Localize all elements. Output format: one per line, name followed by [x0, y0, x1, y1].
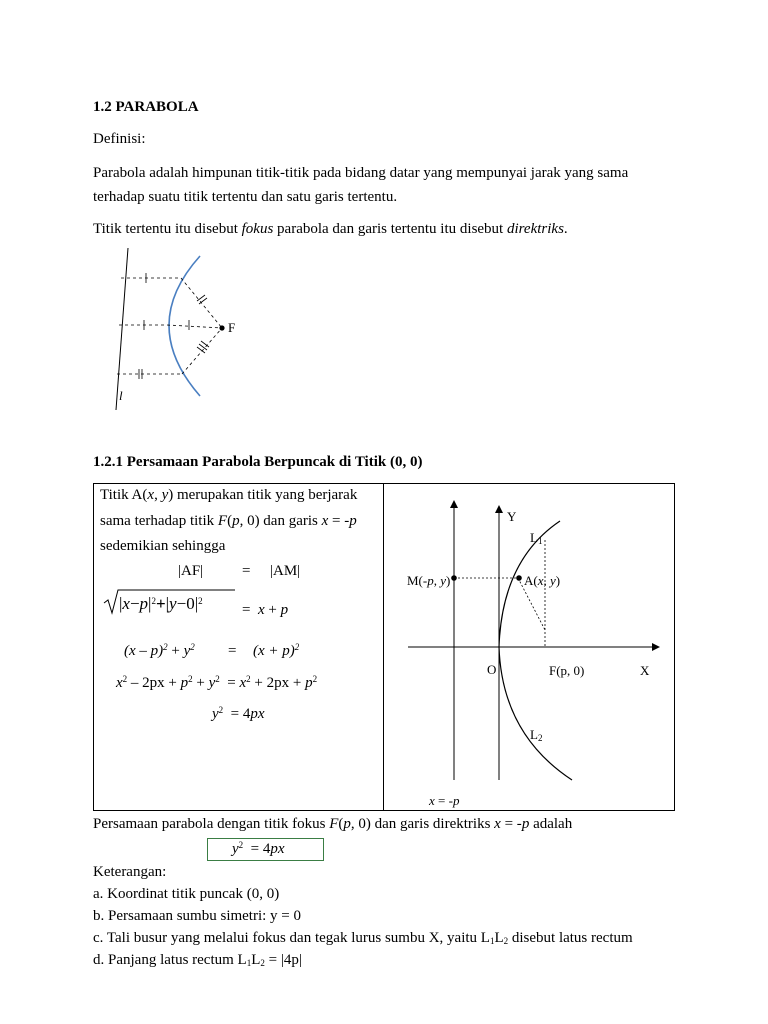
- origin-label: O: [487, 662, 497, 677]
- conclusion-sentence: Persamaan parabola dengan titik fokus F(p, 0) dan garis direktriks x = -p adalah: [93, 816, 573, 832]
- eq-equals-1: =: [242, 563, 251, 579]
- box-text-line-3: sedemikian sehingga: [100, 538, 226, 554]
- answer-equation: $y^2 = 4px$: [232, 840, 285, 857]
- eq-line-a: $(x - p)^2 + y^2$: [124, 642, 195, 659]
- eq-line-c: $y^2 = 4px$: [212, 705, 265, 722]
- point-a-label: A(x, y): [524, 573, 561, 588]
- section-title: 1.2 PARABOLA: [93, 99, 199, 115]
- focus-label: F: [228, 320, 236, 335]
- definition-line-1: Parabola adalah himpunan titik-titik pada bidang datar yang mempunyai jarak yang sama: [93, 165, 629, 181]
- point-m: [451, 575, 457, 581]
- box-text-line-2: sama terhadap titik F(p, 0) dan garis x = -p: [100, 513, 357, 529]
- x-axis-label: X: [640, 663, 650, 678]
- eq-line-a-rhs: $(x + p)^2$: [253, 642, 300, 659]
- focus-label: F(p, 0): [549, 663, 585, 678]
- point-a: [516, 575, 522, 581]
- note-a: a. Koordinat titik puncak (0, 0): [93, 886, 280, 902]
- l2-label: L2: [530, 727, 543, 743]
- subsection-title: 1.2.1 Persamaan Parabola Berpuncak di Titik (0, 0): [93, 454, 423, 470]
- note-c: c. Tali busur yang melalui fokus dan tegak lurus sumbu X, yaitu $L_1L_2$ disebut latus rectum: [93, 930, 633, 946]
- eq-line-a-equals: =: [228, 643, 237, 659]
- directrix-equation: x = -p: [429, 793, 460, 808]
- l1-label: L1: [530, 530, 543, 546]
- note-d: d. Panjang latus rectum $L_1L_2 = |4p|$: [93, 952, 302, 968]
- sqrt-expression: $|x-p|^2+|y-0|^2$: [119, 594, 203, 613]
- definition-label: Definisi:: [93, 131, 146, 147]
- focus-directrix-sentence: Titik tertentu itu disebut fokus parabola dan garis tertentu itu disebut direktriks.: [93, 221, 568, 237]
- eq-am: |AM|: [270, 563, 301, 579]
- directrix-label: l: [119, 388, 123, 403]
- eq-line-b: $x^2 - 2px + p^2 + y^2 = x^2 + 2px + p^2$: [116, 674, 318, 691]
- note-b: b. Persamaan sumbu simetri: y = 0: [93, 908, 302, 924]
- sqrt-rhs: = x + p: [242, 602, 289, 618]
- definition-line-2: terhadap suatu titik tertentu dan satu garis tertentu.: [93, 189, 398, 205]
- eq-af: |AF|: [178, 563, 204, 579]
- box-text-line-1: Titik A(x, y) merupakan titik yang berjarak: [100, 487, 358, 503]
- notes-label: Keterangan:: [93, 864, 167, 880]
- y-axis-label: Y: [507, 509, 517, 524]
- point-m-label: M(-p, y): [407, 573, 451, 588]
